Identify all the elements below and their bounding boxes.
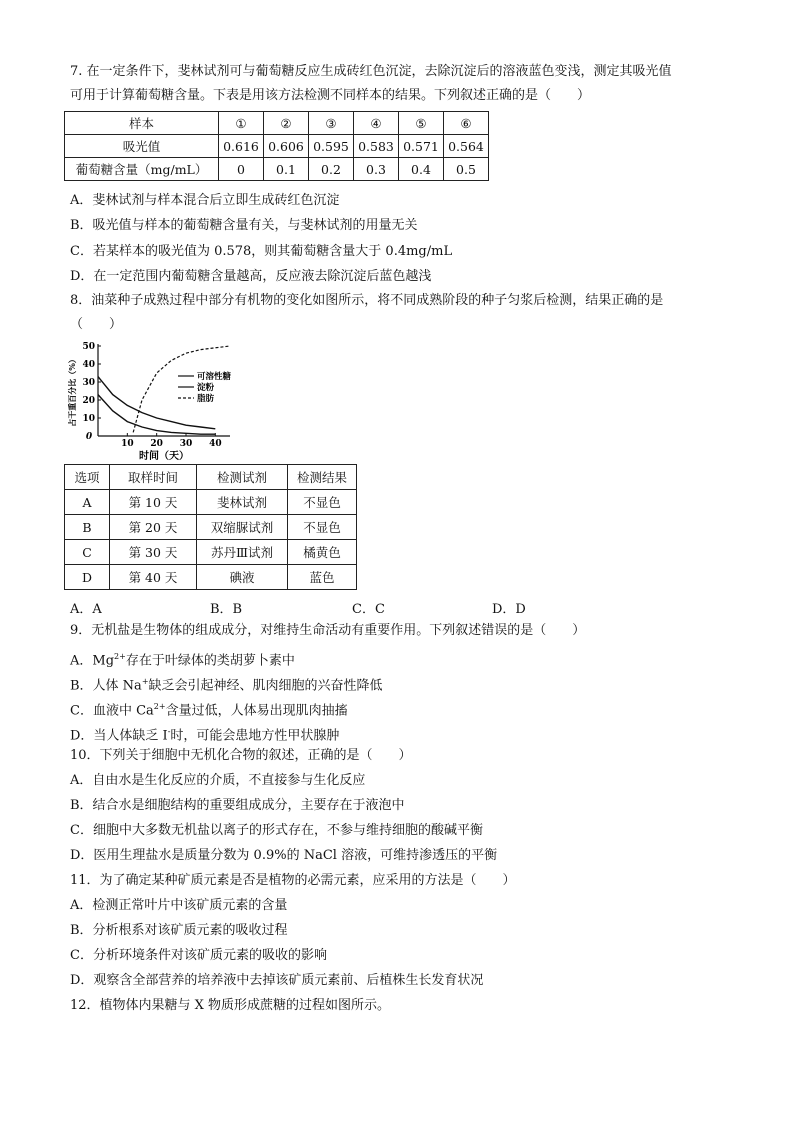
series-line-3 [133, 346, 230, 432]
absorbance-cell: 0.564 [444, 135, 489, 158]
table-cell: C [65, 540, 110, 565]
q10-option-a: A．自由水是生化反应的介质，不直接参与生化反应 [70, 773, 366, 788]
q10-option-b: B．结合水是细胞结构的重要组成成分，主要存在于液泡中 [70, 798, 405, 813]
sample-cell: ⑤ [399, 112, 444, 135]
q9-option-d: D．当人体缺乏 I-时，可能会患地方性甲状腺肿 [70, 727, 340, 744]
sample-cell: ④ [354, 112, 399, 135]
glucose-cell: 0.1 [264, 158, 309, 181]
table-cell: 第 30 天 [110, 540, 197, 565]
sample-cell: ③ [309, 112, 354, 135]
table-cell: A [65, 490, 110, 515]
table-cell: 第 20 天 [110, 515, 197, 540]
table-cell: 橘黄色 [288, 540, 357, 565]
y-tick-label: 10 [82, 414, 95, 424]
table-row [65, 465, 357, 490]
header-cell: 检测结果 [288, 465, 357, 490]
sample-cell: ① [219, 112, 264, 135]
q11-stem: 11．为了确定某种矿质元素是否是植物的必需元素，应采用的方法是（ ） [70, 873, 516, 888]
table-cell: 蓝色 [288, 565, 357, 590]
q10-stem: 10．下列关于细胞中无机化合物的叙述，正确的是（ ） [70, 748, 412, 763]
table-cell: D [65, 565, 110, 590]
q9-option-b: B．人体 Na+缺乏会引起神经、肌肉细胞的兴奋性降低 [70, 677, 383, 694]
table-row [65, 158, 489, 181]
legend-label: 脂肪 [197, 394, 215, 404]
q7-absorbance-table [64, 111, 489, 181]
x-tick-label: 10 [121, 439, 134, 449]
q8-choice-c: C．C [352, 602, 385, 617]
glucose-cell: 0.2 [309, 158, 354, 181]
absorbance-cell: 0.571 [399, 135, 444, 158]
q8-choice-a: A．A [70, 602, 102, 617]
row-label: 葡萄糖含量（mg/mL） [65, 158, 219, 181]
table-row [65, 135, 489, 158]
q11-option-b: B．分析根系对该矿质元素的吸收过程 [70, 923, 288, 938]
q8-choices [70, 598, 670, 616]
x-tick-label: 20 [150, 439, 163, 449]
q12-stem: 12．植物体内果糖与 X 物质形成蔗糖的过程如图所示。 [70, 998, 391, 1013]
q7-stem-line1: 7. 在一定条件下，斐林试剂可与葡萄糖反应生成砖红色沉淀，去除沉淀后的溶液蓝色变浅，测定其吸光值 [70, 64, 672, 79]
q11-option-c: C．分析环境条件对该矿质元素的吸收的影响 [70, 948, 327, 963]
q9-stem: 9．无机盐是生物体的组成成分，对维持生命活动有重要作用。下列叙述错误的是（ ） [70, 623, 586, 638]
x-axis-label: 时间（天） [139, 451, 189, 462]
y-tick-label: 40 [82, 360, 95, 370]
header-cell: 选项 [65, 465, 110, 490]
y-tick-label: 50 [82, 342, 95, 352]
y-tick-label: 20 [82, 396, 95, 406]
table-cell: B [65, 515, 110, 540]
glucose-cell: 0.3 [354, 158, 399, 181]
row-label: 吸光值 [65, 135, 219, 158]
q10-option-c: C．细胞中大多数无机盐以离子的形式存在，不参与维持细胞的酸碱平衡 [70, 823, 483, 838]
q8-stem-line2: （ ） [70, 317, 123, 332]
q7-option-c: C．若某样本的吸光值为 0.578，则其葡萄糖含量大于 0.4mg/mL [70, 244, 453, 259]
q7-stem-line2: 可用于计算葡萄糖含量。下表是用该方法检测不同样本的结果。下列叙述正确的是（ ） [70, 88, 591, 103]
table-row [65, 490, 357, 515]
seed-composition-chart [66, 338, 236, 463]
absorbance-cell: 0.606 [264, 135, 309, 158]
header-cell: 检测试剂 [197, 465, 288, 490]
q7-option-d: D．在一定范围内葡萄糖含量越高，反应液去除沉淀后蓝色越浅 [70, 269, 432, 284]
q8-stem-line1: 8．油菜种子成熟过程中部分有机物的变化如图所示，将不同成熟阶段的种子匀浆后检测，结果正确的是 [70, 293, 664, 308]
table-cell: 不显色 [288, 515, 357, 540]
table-cell: 碘液 [197, 565, 288, 590]
x-tick-label: 40 [209, 439, 222, 449]
table-row [65, 515, 357, 540]
table-cell: 斐林试剂 [197, 490, 288, 515]
q7-option-b: B．吸光值与样本的葡萄糖含量有关，与斐林试剂的用量无关 [70, 218, 418, 233]
glucose-cell: 0.5 [444, 158, 489, 181]
q8-options-table [64, 464, 357, 590]
table-cell: 第 40 天 [110, 565, 197, 590]
table-row [65, 112, 489, 135]
q9-option-c: C．血液中 $Ca^{2+}$含量过低，人体易出现肌肉抽搐 [70, 702, 348, 719]
legend-label: 可溶性糖 [197, 372, 232, 382]
absorbance-cell: 0.583 [354, 135, 399, 158]
q11-option-d: D．观察含全部营养的培养液中去掉该矿质元素前、后植株生长发育状况 [70, 973, 484, 988]
header-cell: 取样时间 [110, 465, 197, 490]
q7-option-a: A．斐林试剂与样本混合后立即生成砖红色沉淀 [70, 193, 340, 208]
q8-choice-d: D．D [492, 602, 526, 617]
absorbance-cell: 0.595 [309, 135, 354, 158]
sample-cell: ② [264, 112, 309, 135]
origin-label: 0 [85, 432, 93, 442]
q8-choice-b: B．B [210, 602, 243, 617]
y-tick-label: 30 [82, 378, 95, 388]
row-label: 样本 [65, 112, 219, 135]
glucose-cell: 0 [219, 158, 264, 181]
q10-option-d: D．医用生理盐水是质量分数为 0.9%的 NaCl 溶液，可维持渗透压的平衡 [70, 848, 498, 863]
x-tick-label: 30 [179, 439, 193, 449]
y-axis-label: 占干重百分比（%） [67, 355, 77, 427]
table-cell: 苏丹Ⅲ试剂 [197, 540, 288, 565]
table-cell: 第 10 天 [110, 490, 197, 515]
q9-option-a: A．$Mg^{2+}$存在于叶绿体的类胡萝卜素中 [70, 652, 295, 669]
table-cell: 不显色 [288, 490, 357, 515]
absorbance-cell: 0.616 [219, 135, 264, 158]
glucose-cell: 0.4 [399, 158, 444, 181]
table-row [65, 540, 357, 565]
table-row [65, 565, 357, 590]
sample-cell: ⑥ [444, 112, 489, 135]
table-cell: 双缩脲试剂 [197, 515, 288, 540]
legend-label: 淀粉 [197, 383, 215, 393]
q11-option-a: A．检测正常叶片中该矿质元素的含量 [70, 898, 288, 913]
